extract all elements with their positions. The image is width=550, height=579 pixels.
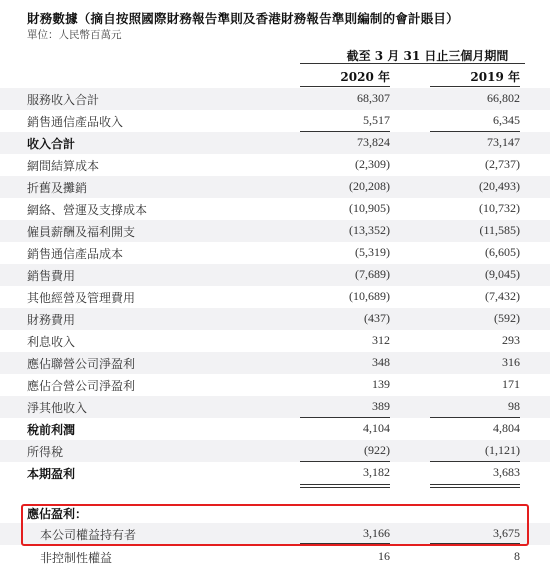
- value-2019: 3,675: [493, 526, 520, 540]
- row-label: 淨其他收入: [27, 401, 88, 415]
- attributable-heading: 應佔盈利：: [27, 507, 88, 521]
- value-2019: (592): [494, 311, 520, 325]
- year-2019-header: 2019 年: [470, 70, 520, 84]
- value-2019: 98: [508, 399, 520, 413]
- value-2019: 4,804: [493, 421, 520, 435]
- row-label: 網絡、營運及支撐成本: [27, 203, 148, 217]
- total-double-rule: [430, 487, 520, 488]
- table-row: [0, 264, 550, 286]
- value-2020: 312: [372, 333, 390, 347]
- value-2019: 3,683: [493, 465, 520, 479]
- value-2020: 4,104: [363, 421, 390, 435]
- value-2019: (11,585): [479, 223, 520, 237]
- value-2020: 5,517: [363, 113, 390, 127]
- row-label: 本期盈利: [27, 467, 76, 481]
- value-2020: 389: [372, 399, 390, 413]
- table-row: [0, 440, 550, 462]
- row-label: 利息收入: [27, 335, 76, 349]
- row-label: 財務費用: [27, 313, 76, 327]
- table-row-total: [0, 418, 550, 440]
- value-2019: (1,121): [485, 443, 520, 457]
- year-2019-underline: [430, 86, 520, 87]
- total-double-rule: [300, 484, 390, 485]
- year-2020-header: 2020 年: [340, 70, 390, 84]
- value-2020: (2,309): [355, 157, 390, 171]
- row-label: 網間結算成本: [27, 159, 100, 173]
- row-label: 折舊及攤銷: [27, 181, 88, 195]
- value-2019: (20,493): [479, 179, 520, 193]
- period-header: 截至 3 月 31 日止三個月期間: [346, 49, 509, 63]
- value-2020: (10,905): [349, 201, 390, 215]
- row-label: 應佔聯營公司淨盈利: [27, 357, 136, 371]
- value-2020: (5,319): [355, 245, 390, 259]
- table-row: [0, 330, 550, 352]
- period-underline: [300, 63, 525, 64]
- value-2020: 348: [372, 355, 390, 369]
- table-row: [0, 176, 550, 198]
- row-label: 本公司權益持有者: [40, 528, 137, 542]
- row-label: 所得稅: [27, 445, 64, 459]
- value-2019: 66,802: [487, 91, 520, 105]
- value-2020: (437): [364, 311, 390, 325]
- year-2020-underline: [300, 86, 390, 87]
- value-2020: 68,307: [357, 91, 390, 105]
- document-title: 財務數據（摘自按照國際財務報告準則及香港財務報告準則編制的會計賬目）: [27, 11, 459, 26]
- value-2019: (10,732): [479, 201, 520, 215]
- value-2019: 171: [502, 377, 520, 391]
- row-label: 非控制性權益: [40, 551, 113, 565]
- row-label: 其他經營及管理費用: [27, 291, 136, 305]
- table-row: [0, 308, 550, 330]
- total-double-rule: [300, 487, 390, 488]
- table-row-total: [0, 462, 550, 484]
- unit-label: 單位：人民幣百萬元: [27, 29, 122, 41]
- row-label: 稅前利潤: [27, 423, 76, 437]
- row-label: 收入合計: [27, 137, 76, 151]
- value-2019: (6,605): [485, 245, 520, 259]
- value-2020: 73,824: [357, 135, 390, 149]
- value-2019: 73,147: [487, 135, 520, 149]
- row-label: 銷售通信產品收入: [27, 115, 124, 129]
- row-label: 銷售費用: [27, 269, 76, 283]
- table-row: [0, 546, 550, 568]
- table-row: [0, 374, 550, 396]
- value-2020: (922): [364, 443, 390, 457]
- table-row: [0, 88, 550, 110]
- value-2019: 6,345: [493, 113, 520, 127]
- value-2019: 8: [514, 549, 520, 563]
- total-double-rule: [430, 484, 520, 485]
- value-2019: 293: [502, 333, 520, 347]
- value-2020: 139: [372, 377, 390, 391]
- value-2019: (9,045): [485, 267, 520, 281]
- value-2019: (7,432): [485, 289, 520, 303]
- table-row: [0, 198, 550, 220]
- table-row-total: [0, 132, 550, 154]
- value-2020: (10,689): [349, 289, 390, 303]
- value-2020: 16: [378, 549, 390, 563]
- row-label: 銷售通信產品成本: [27, 247, 124, 261]
- value-2020: (13,352): [349, 223, 390, 237]
- row-label: 應佔合營公司淨盈利: [27, 379, 136, 393]
- row-label: 僱員薪酬及福利開支: [27, 225, 136, 239]
- table-row: [0, 242, 550, 264]
- value-2019: 316: [502, 355, 520, 369]
- table-row: [0, 110, 550, 132]
- table-row: [0, 286, 550, 308]
- table-row: [0, 352, 550, 374]
- value-2019: (2,737): [485, 157, 520, 171]
- value-2020: 3,166: [363, 526, 390, 540]
- highlight-box: [21, 504, 529, 546]
- value-2020: 3,182: [363, 465, 390, 479]
- row-label: 服務收入合計: [27, 93, 100, 107]
- value-2020: (20,208): [349, 179, 390, 193]
- table-row: [0, 220, 550, 242]
- table-row: [0, 396, 550, 418]
- table-row: [0, 154, 550, 176]
- value-2020: (7,689): [355, 267, 390, 281]
